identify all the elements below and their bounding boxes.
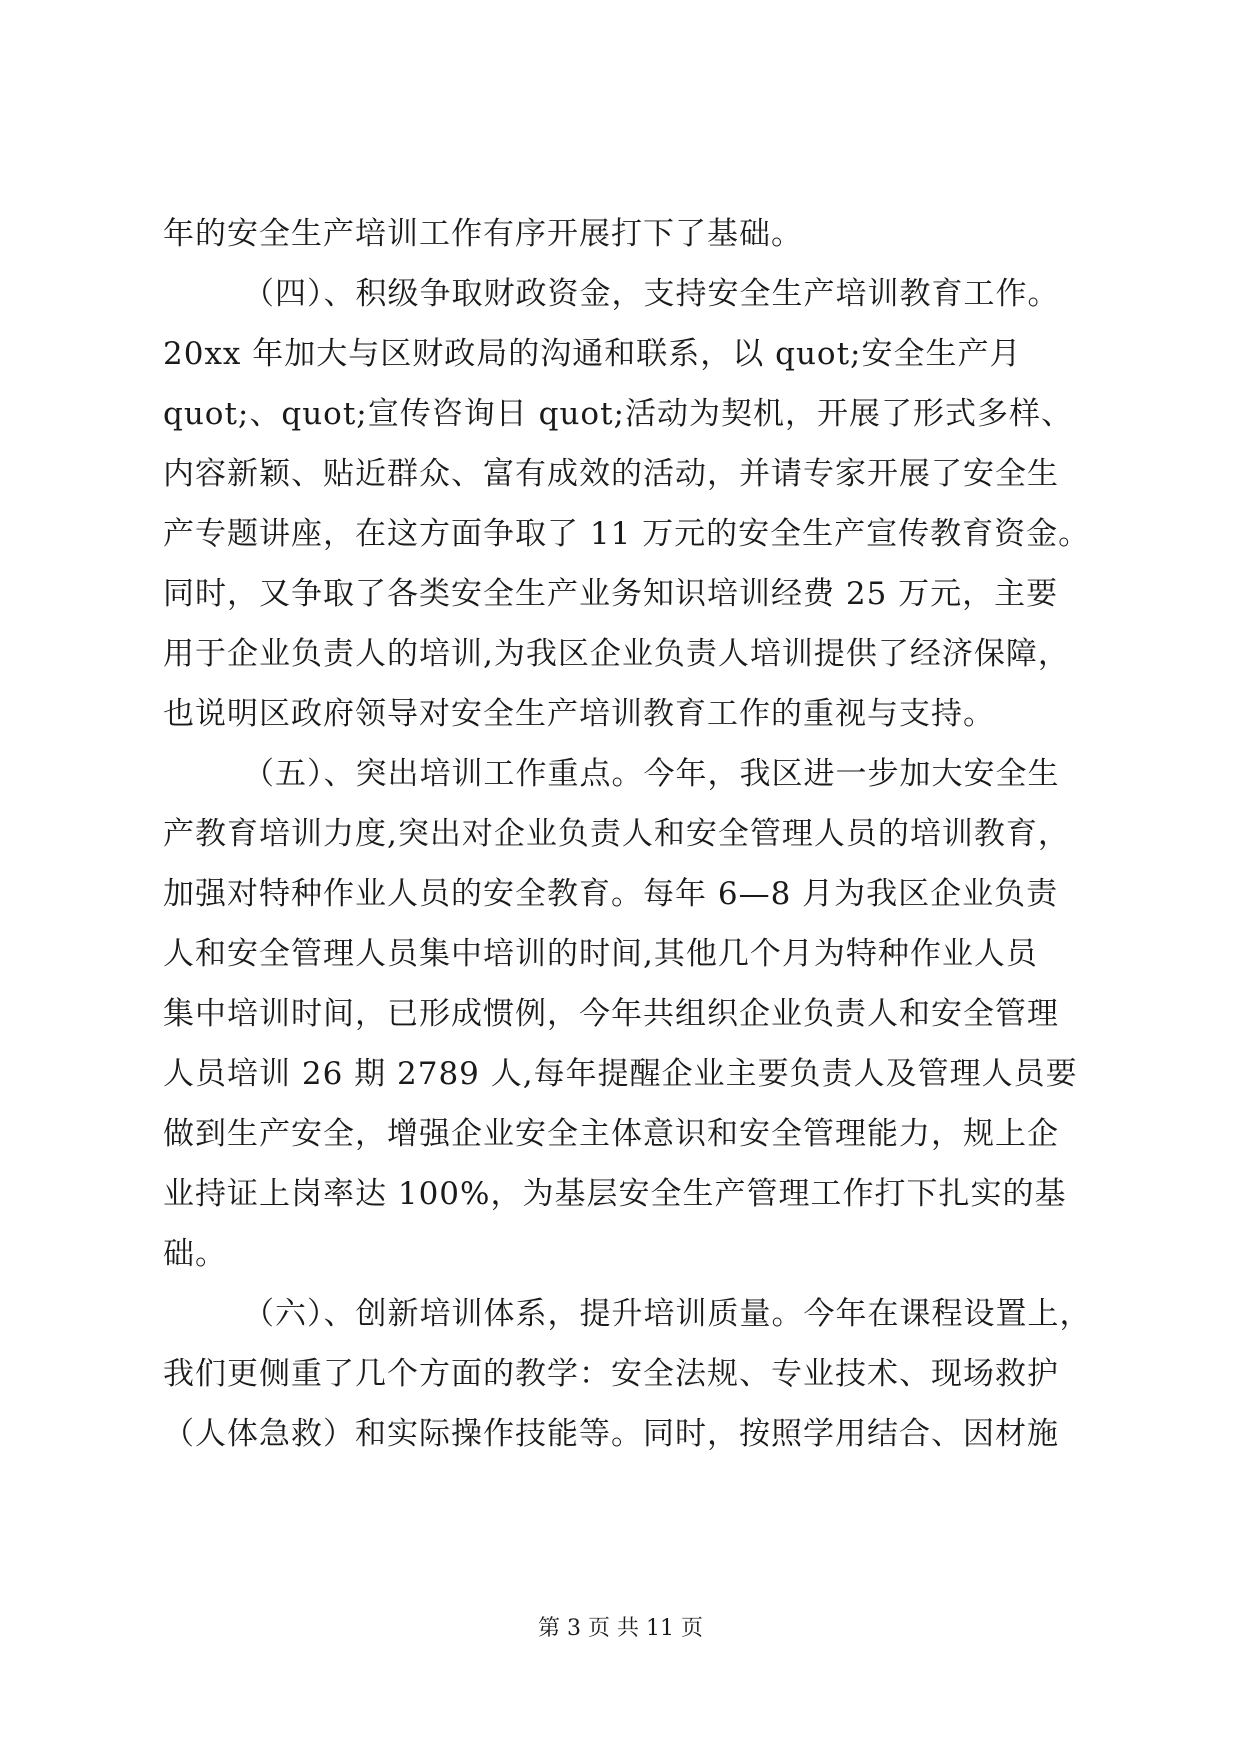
text-line: 用于企业负责人的培训,为我区企业负责人培训提供了经济保障， [163,636,1070,672]
page-number-footer: 第 3 页 共 11 页 [538,1616,703,1641]
text-line: 人和安全管理人员集中培训的时间,其他几个月为特种作业人员 [163,936,1038,972]
text-line: 我们更侧重了几个方面的教学：安全法规、专业技术、现场救护 [163,1356,1059,1392]
text-line: 内容新颖、贴近群众、富有成效的活动，并请专家开展了安全生 [163,456,1059,492]
text-line: 础。 [163,1236,227,1272]
text-line: 也说明区政府领导对安全生产培训教育工作的重视与支持。 [163,696,995,732]
text-line: quot;、quot;宣传咨询日 quot;活动为契机，开展了形式多样、 [163,396,1073,432]
paragraph-heading-4: （四）、积级争取财政资金，支持安全生产培训教育工作。 [243,276,1060,312]
text-line: 同时，又争取了各类安全生产业务知识培训经费 25 万元，主要 [163,576,1059,612]
text-line: 业持证上岗率达 100%，为基层安全生产管理工作打下扎实的基 [163,1176,1067,1212]
text-line: 集中培训时间，已形成惯例，今年共组织企业负责人和安全管理 [163,996,1059,1032]
text-line: 年的安全生产培训工作有序开展打下了基础。 [163,216,803,252]
paragraph-heading-6: （六）、创新培训体系，提升培训质量。今年在课程设置上， [243,1296,1092,1332]
text-line: 人员培训 26 期 2789 人,每年提醒企业主要负责人及管理人员要 [163,1056,1078,1092]
text-line: 做到生产安全，增强企业安全主体意识和安全管理能力，规上企 [163,1116,1059,1152]
paragraph-heading-5: （五）、突出培训工作重点。今年，我区进一步加大安全生 [243,756,1060,792]
text-line: 产教育培训力度,突出对企业负责人和安全管理人员的培训教育， [163,816,1070,852]
document-body [163,204,1092,1464]
text-line: 加强对特种作业人员的安全教育。每年 6—8 月为我区企业负责 [163,876,1059,912]
text-line: （人体急救）和实际操作技能等。同时，按照学用结合、因材施 [163,1416,1059,1452]
text-line: 产专题讲座，在这方面争取了 11 万元的安全生产宣传教育资金。 [163,516,1091,552]
text-line: 20xx 年加大与区财政局的沟通和联系，以 quot;安全生产月 [163,336,1022,372]
